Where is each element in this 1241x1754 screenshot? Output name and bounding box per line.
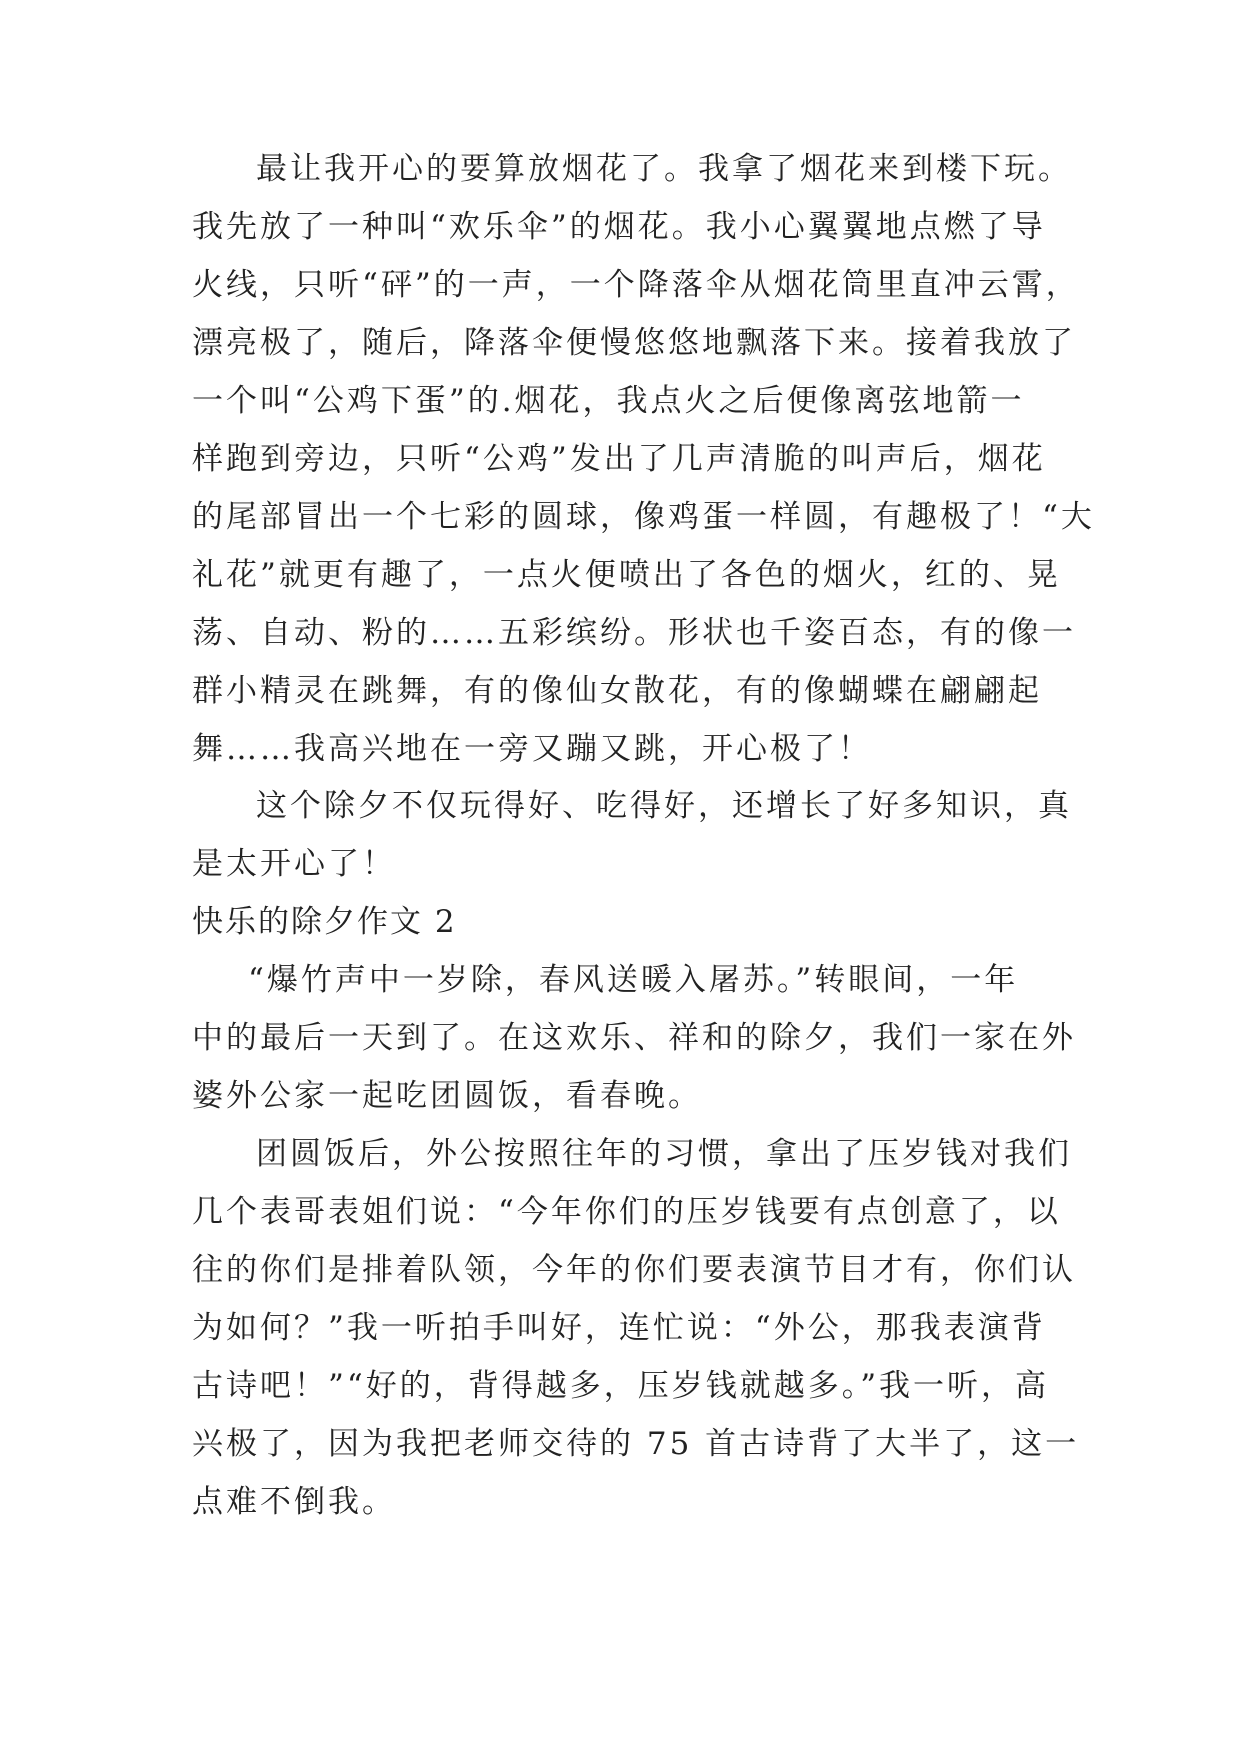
paragraph-opening [192,951,1076,1125]
paragraph-fireworks [192,140,1095,778]
paragraph-line: 婆外公家一起吃团圆饭，看春晚。 [192,1078,702,1114]
paragraph-line: 团圆饭后，外公按照往年的习惯，拿出了压岁钱对我们 [256,1136,1072,1172]
paragraph-line: 几个表哥表姐们说：“今年你们的压岁钱要有点创意了，以 [192,1194,1061,1230]
paragraph-line: 荡、自动、粉的……五彩缤纷。形状也千姿百态，有的像一 [192,615,1076,651]
paragraph-line: 点难不倒我。 [192,1484,396,1520]
essay-title: 快乐的除夕作文 2 [192,904,457,940]
paragraph-line: 兴极了，因为我把老师交待的 75 首古诗背了大半了，这一 [192,1426,1080,1462]
paragraph-line: 我先放了一种叫“欢乐伞”的烟花。我小心翼翼地点燃了导 [192,209,1046,245]
paragraph-conclusion [192,777,1072,893]
paragraph-line: 火线，只听“砰”的一声，一个降落伞从烟花筒里直冲云霄， [192,267,1080,303]
paragraph-line: 样跑到旁边，只听“公鸡”发出了几声清脆的叫声后，烟花 [192,441,1046,477]
paragraph-line: 群小精灵在跳舞，有的像仙女散花，有的像蝴蝶在翩翩起 [192,673,1042,709]
paragraph-line: 这个除夕不仅玩得好、吃得好，还增长了好多知识，真 [256,788,1072,824]
paragraph-line: 礼花”就更有趣了，一点火便喷出了各色的烟火，红的、晃 [192,557,1061,593]
paragraph-line: 一个叫“公鸡下蛋”的.烟花，我点火之后便像离弦地箭一 [192,383,1025,419]
paragraph-line: 漂亮极了，随后，降落伞便慢悠悠地飘落下来。接着我放了 [192,325,1076,361]
paragraph-line: 为如何？”我一听拍手叫好，连忙说：“外公，那我表演背 [192,1310,1046,1346]
paragraph-line: 中的最后一天到了。在这欢乐、祥和的除夕，我们一家在外 [192,1020,1076,1056]
paragraph-line: 是太开心了！ [192,846,396,882]
paragraph-line: 往的你们是排着队领，今年的你们要表演节目才有，你们认 [192,1252,1076,1288]
paragraph-line: 的尾部冒出一个七彩的圆球，像鸡蛋一样圆，有趣极了！“大 [192,499,1095,535]
paragraph-line: 最让我开心的要算放烟花了。我拿了烟花来到楼下玩。 [256,151,1072,187]
paragraph-line: 古诗吧！”“好的，背得越多，压岁钱就越多。”我一听，高 [192,1368,1050,1404]
paragraph-red-envelope [192,1125,1080,1531]
paragraph-line: 舞……我高兴地在一旁又蹦又跳，开心极了！ [192,731,872,767]
paragraph-line: “爆竹声中一岁除，春风送暖入屠苏。”转眼间，一年 [248,962,1019,998]
